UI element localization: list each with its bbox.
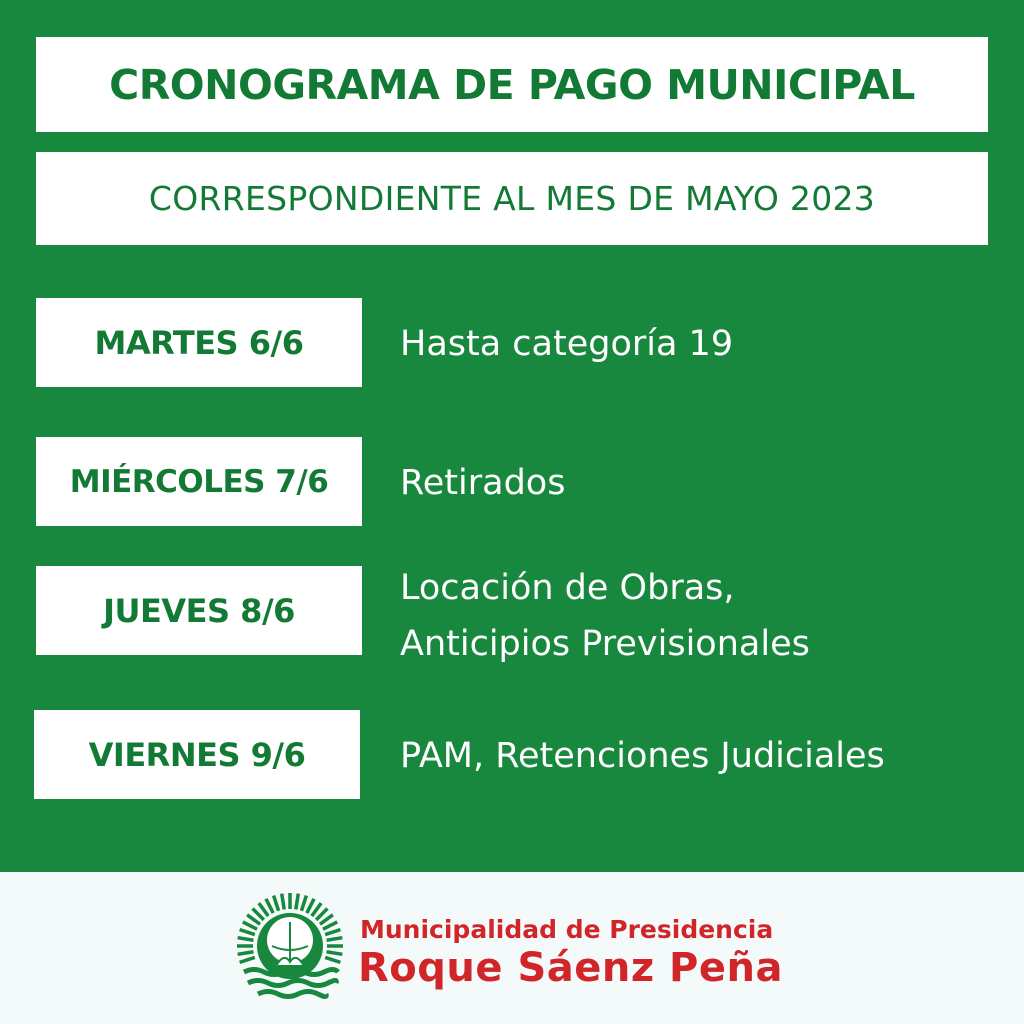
- logo-ray: [282, 894, 285, 910]
- logo-ray: [325, 957, 340, 962]
- logo-ray: [301, 896, 306, 911]
- schedule-description: [400, 728, 885, 784]
- logo-ray: [296, 894, 299, 910]
- logo-ray: [240, 930, 255, 935]
- schedule-description-line: PAM, Retenciones Judiciales: [400, 736, 885, 776]
- logo-ray: [240, 957, 255, 962]
- logo-ray: [266, 899, 273, 913]
- logo-ray: [238, 952, 254, 955]
- logo-wave: [248, 981, 336, 986]
- logo-ray: [238, 938, 254, 941]
- schedule-description-line: Hasta categoría 19: [400, 324, 734, 364]
- schedule-day-label: VIERNES 9/6: [34, 710, 360, 799]
- logo-ray: [307, 899, 314, 913]
- logo-ray: [274, 896, 279, 911]
- logo-ray: [327, 952, 343, 955]
- schedule-description-line: Anticipios Previsionales: [400, 624, 810, 664]
- schedule-description-line: Retirados: [400, 463, 566, 503]
- logo-ray: [327, 938, 343, 941]
- municipality-name-line2: Roque Sáenz Peña: [358, 945, 783, 991]
- logo-ray: [323, 922, 337, 929]
- cotton-flower-logo-icon: [232, 888, 348, 1004]
- schedule-description: [400, 455, 565, 511]
- logo-ray: [243, 922, 257, 929]
- page-title: CRONOGRAMA DE PAGO MUNICIPAL: [36, 37, 988, 132]
- logo-ray: [325, 930, 340, 935]
- logo-wave: [258, 992, 326, 997]
- schedule-description: [400, 316, 733, 372]
- schedule-day-label: MIÉRCOLES 7/6: [36, 437, 362, 526]
- schedule-description: [400, 560, 810, 672]
- municipality-name-line1: Municipalidad de Presidencia: [360, 915, 774, 944]
- schedule-description-line: Locación de Obras,: [400, 568, 735, 608]
- page-subtitle: CORRESPONDIENTE AL MES DE MAYO 2023: [36, 152, 988, 245]
- schedule-day-label: JUEVES 8/6: [36, 566, 362, 655]
- schedule-day-label: MARTES 6/6: [36, 298, 362, 387]
